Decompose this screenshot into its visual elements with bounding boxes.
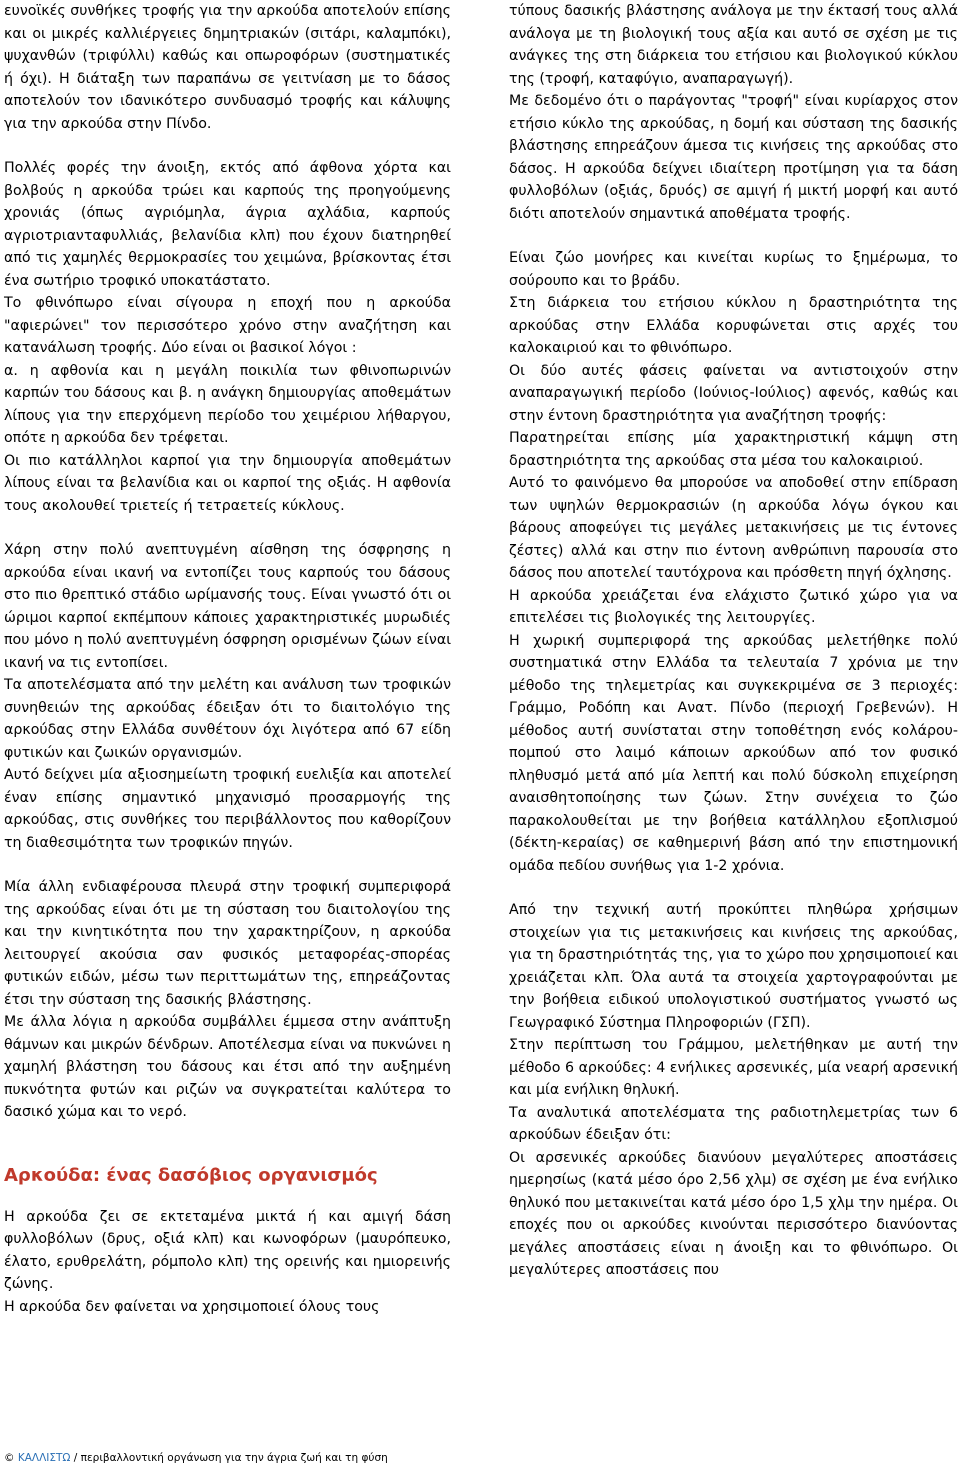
paragraph: Τα αναλυτικά αποτελέσματα της ραδιοτηλεμετρίας των 6 αρκούδων έδειξαν ότι: (509, 1104, 958, 1143)
paragraph: Στη διάρκεια του ετήσιου κύκλου η δραστηριότητα της αρκούδας στην Ελλάδα κορυφώνεται στις αρχές του καλοκαιριού και το φθινόπωρο. (509, 295, 958, 356)
text-block (4, 876, 451, 1124)
text-block (4, 539, 451, 854)
left-column (4, 0, 451, 1318)
text-block (509, 899, 958, 1282)
paragraph: Μία άλλη ενδιαφέρουσα πλευρά στην τροφική συμπεριφορά της αρκούδας είναι ότι με τη σύσταση του διαιτολογίου της και την κινητικότητα που την χαρακτηρίζουν, η αρκούδα λειτουργεί ακούσια σαν φυσικός μεταφορέας-σπορέας φυτικών ειδών, μέσω των περιττωμάτων της, επηρεάζοντας έτσι την σύσταση της δασικής βλάστησης. (4, 879, 451, 1008)
paragraph: Οι αρσενικές αρκούδες διανύουν μεγαλύτερες αποστάσεις ημερησίως (κατά μέσο όρο 2,56 χλμ) σε σχέση με ένα ενήλικο θηλυκό που μετακινείται κατά μέσο όρο 1,5 χλμ την ημέρα. Οι εποχές που οι αρκούδες κινούνται περισσότερο διανύοντας μεγάλες αποστάσεις είναι η άνοιξη και το φθινόπωρο. Οι μεγαλύτερες αποστάσεις που (509, 1149, 958, 1278)
paragraph: Αυτό το φαινόμενο θα μπορούσε να αποδοθεί στην επίδραση των υψηλών θερμοκρασιών (η αρκούδα λόγω όγκου και βάρους αποφεύγει τις μεγάλες μετακινήσεις με τις έντονες ζέστες) αλλά και στην πιο έντονη ανθρώπινη παρουσία στο δάσος που αποτελεί ταυτόχρονα και πρόσθετη πηγή όχλησης. (509, 475, 958, 581)
paragraph: ευνοϊκές συνθήκες τροφής για την αρκούδα αποτελούν επίσης και οι μικρές καλλιέργειες δημητριακών (σιτάρι, καλαμπόκι), ψυχανθών (τριφύλλι) καθώς και οπωροφόρων (συστηματικές ή όχι). Η διάταξη των παραπάνω σε γειτνίαση με το δάσος αποτελούν τον ιδανικότερο συνδυασμό τροφής και κάλυψης για την αρκούδα στην Πίνδο. (4, 3, 451, 132)
paragraph: Αυτό δείχνει μία αξιοσημείωτη τροφική ευελιξία και αποτελεί έναν επίσης σημαντικό μηχανισμό προσαρμογής της αρκούδας, στις συνθήκες του περιβάλλοντος που καθορίζουν τη διαθεσιμότητα των τροφικών πηγών. (4, 767, 451, 851)
paragraph: Οι πιο κατάλληλοι καρποί για την δημιουργία αποθεμάτων λίπους είναι τα βελανίδια και οι καρποί της οξιάς. Η αφθονία τους ακολουθεί τριετείς ή τετραετείς κύκλους. (4, 452, 451, 514)
paragraph: Με άλλα λόγια η αρκούδα συμβάλλει έμμεσα στην ανάπτυξη θάμνων και μικρών δένδρων. Αποτέλεσμα είναι να πυκνώνει η χαμηλή βλάστηση του δάσους και έτσι από την αυξημένη πυκνότητα φυτών και ριζών να συγκρατείται καλύτερα το δασικό χώμα και το νερό. (4, 1014, 451, 1120)
paragraph: Η αρκούδα χρειάζεται ένα ελάχιστο ζωτικό χώρο για να επιτελέσει τις βιολογικές της λειτουργίες. (509, 587, 958, 626)
paragraph: α. η αφθονία και η μεγάλη ποικιλία των φθινοπωρινών καρπών του δάσους και β. η ανάγκη δημιουργίας αποθεμάτων λίπους για την επερχόμενη περίοδο του χειμέριου λήθαργου, οπότε η αρκούδα δεν τρέφεται. (4, 362, 451, 446)
section-heading: Αρκούδα: ένας δασόβιος οργανισμός (4, 1164, 378, 1186)
paragraph: Πολλές φορές την άνοιξη, εκτός από άφθονα χόρτα και βολβούς η αρκούδα τρώει και καρπούς της προηγούμενης χρονιάς (όπως αγριόμηλα, άγρια αχλάδια, καρπούς αγριοτριανταφυλλιάς, βελανίδια κλπ) που έχουν διατηρηθεί από τις χαμηλές θερμοκρασίες του χειμώνα, βρίσκοντας έτσι ένα σωτήριο τροφικό υποκατάστατο. (4, 160, 451, 289)
paragraph: Από την τεχνική αυτή προκύπτει πληθώρα χρήσιμων στοιχείων για τις μετακινήσεις και κινήσεις της αρκούδας, για τη δραστηριότητάς της, για το χώρο που χρησιμοποιεί και χρειάζεται κλπ. Όλα αυτά τα στοιχεία χαρτογραφούνται με την βοήθεια ειδικού υπολογιστικού συστήματος γνωστό ως Γεωγραφικό Σύστημα Πληροφοριών (ΓΣΠ). (509, 902, 958, 1031)
copyright-symbol: © (4, 1452, 15, 1464)
paragraph: Το φθινόπωρο είναι σίγουρα η εποχή που η αρκούδα "αφιερώνει" τον περισσότερο χρόνο στην αναζήτηση και κατανάλωση τροφής. Δύο είναι οι βασικοί λόγοι : (4, 295, 451, 356)
right-column (509, 0, 958, 1282)
paragraph: Οι δύο αυτές φάσεις φαίνεται να αντιστοιχούν στην αναπαραγωγική περίοδο (Ιούνιος-Ιούλιος) αφενός, καθώς και στην έντονη δραστηριότητα για αναζήτηση τροφής: (509, 362, 958, 424)
paragraph: Τα αποτελέσματα από την μελέτη και ανάλυση των τροφικών συνηθειών της αρκούδας έδειξαν ότι το διαιτολόγιο της αρκούδας στην Ελλάδα συνθέτουν όχι λιγότερα από 67 είδη φυτικών και ζωικών οργανισμών. (4, 677, 451, 761)
paragraph: Παρατηρείται επίσης μία χαρακτηριστική κάμψη στη δραστηριότητα της αρκούδας στα μέσα του καλοκαιριού. (509, 430, 958, 469)
paragraph: Στην περίπτωση του Γράμμου, μελετήθηκαν με αυτή την μέθοδο 6 αρκούδες: 4 ενήλικες αρσενικές, μία νεαρή αρσενική και μία ενήλικη θηλυκή. (509, 1037, 958, 1098)
paragraph: Η χωρική συμπεριφορά της αρκούδας μελετήθηκε πολύ συστηματικά στην Ελλάδα τα τελευταία 7 χρόνια με την μέθοδο της τηλεμετρίας και συγκεκριμένα σε 3 περιοχές: Γράμμο, Ροδόπη και Ανατ. Πίνδο (περιοχή Γρεβενών). Η μέθοδος αυτή συνίσταται στην τοποθέτηση ενός κολάρου-πομπού στο λαιμό κάποιων αρκούδων από τον φυσικό πληθυσμό μετά από μία λεπτή και πολύ δύσκολη επιχείρηση αναισθητοποίησης των ζώων. Στην συνέχεια το ζώο παρακολουθείται με την βοήθεια κατάλληλου εξοπλισμού (δέκτη-κεραίας) σε καθημερινή βάση από την επιστημονική ομάδα πεδίου συνήθως για 1-2 χρόνια. (509, 632, 958, 874)
paragraph: Η αρκούδα δεν φαίνεται να χρησιμοποιεί όλους τους (4, 1298, 380, 1315)
organization-link[interactable]: ΚΑΛΛΙΣΤΩ (17, 1452, 71, 1464)
paragraph: Με δεδομένο ότι ο παράγοντας "τροφή" είναι κυρίαρχος στον ετήσιο κύκλο της αρκούδας, η δομή και σύσταση της δασικής βλάστησης επηρεάζουν άμεσα τις κινήσεις της αρκούδας στο δάσος. Η αρκούδα δείχνει ιδιαίτερη προτίμηση για τα δάση φυλλοβόλων (οξιάς, δρυός) σε αμιγή ή μικτή μορφή και αυτό διότι αποτελούν σημαντικά αποθέματα τροφής. (509, 93, 958, 222)
page-footer (4, 1451, 388, 1465)
text-block (4, 157, 451, 517)
paragraph: Είναι ζώο μονήρες και κινείται κυρίως το ξημέρωμα, το σούρουπο και το βράδυ. (509, 250, 958, 289)
footer-text: / περιβαλλοντική οργάνωση για την άγρια ζωή και τη φύση (73, 1452, 388, 1464)
text-block (4, 0, 451, 135)
paragraph: Χάρη στην πολύ ανεπτυγμένη αίσθηση της όσφρησης η αρκούδα είναι ικανή να εντοπίζει τους καρπούς του δάσους στο πιο θρεπτικό στάδιο ωρίμανσής τους. Είναι γνωστό ότι οι ώριμοι καρποί εκπέμπουν κάποιες χαρακτηριστικές μυρωδιές που μόνο η πολύ ανεπτυγμένη όσφρηση ορισμένων ζώων είναι ικανή να τις εντοπίσει. (4, 542, 451, 671)
text-block (509, 247, 958, 877)
paragraph: τύπους δασικής βλάστησης ανάλογα με την έκτασή τους αλλά ανάλογα με τη βιολογική τους αξία και αυτό σε σχέση με τις ανάγκες της στη διάρκεια του ετήσιου και βιολογικού κύκλου της (τροφή, καταφύγιο, αναπαραγωγή). (509, 3, 958, 87)
paragraph: Η αρκούδα ζει σε εκτεταμένα μικτά ή και αμιγή δάση φυλλοβόλων (δρυς, οξιά κλπ) και κωνοφόρων (μαυρόπευκο, έλατο, ερυθρελάτη, ρόμπολο κλπ) της ορεινής και ημιορεινής ζώνης. (4, 1208, 451, 1292)
text-block (509, 0, 958, 225)
text-block (4, 1206, 451, 1319)
